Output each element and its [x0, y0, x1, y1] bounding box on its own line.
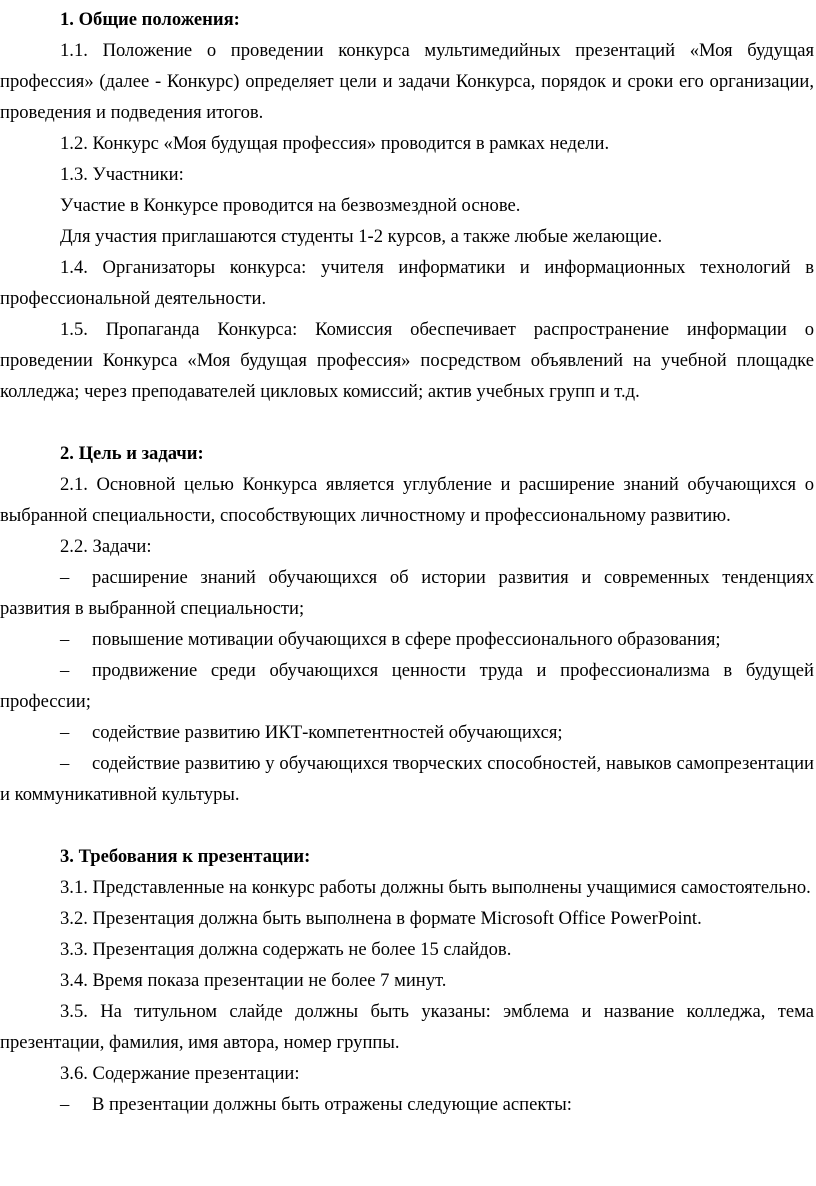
- dash-marker: –: [60, 753, 70, 774]
- clause-2-1: 2.1. Основной целью Конкурса является углубление и расширение знаний обучающихся о выбранной специальности, способствующих личностному и профессиональному развитию.: [0, 474, 814, 526]
- task-text: повышение мотивации обучающихся в сфере профессионального образования;: [92, 629, 721, 650]
- clause-1-3-invitation: Для участия приглашаются студенты 1-2 курсов, а также любые желающие.: [60, 226, 663, 247]
- clause-3-1: 3.1. Представленные на конкурс работы должны быть выполнены учащимися самостоятельно.: [60, 877, 811, 898]
- clause-1-4: 1.4. Организаторы конкурса: учителя информатики и информационных технологий в профессиональной деятельности.: [0, 257, 814, 309]
- task-list-item: [0, 748, 814, 810]
- dash-marker: –: [60, 567, 70, 588]
- section-3-heading: 3. Требования к презентации:: [60, 846, 311, 867]
- clause-3-5: 3.5. На титульном слайде должны быть указаны: эмблема и название колледжа, тема презентации, фамилия, имя автора, номер группы.: [0, 1001, 814, 1053]
- task-text: содействие развитию у обучающихся творческих способностей, навыков самопрезентации и коммуникативной культуры.: [0, 753, 814, 805]
- dash-marker: –: [60, 1094, 70, 1115]
- clause-1-1: 1.1. Положение о проведении конкурса мультимедийных презентаций «Моя будущая профессия» (далее - Конкурс) определяет цели и задачи Конкурса, порядок и сроки его организации, проведения и подведения итогов.: [0, 40, 814, 123]
- clause-1-3-participation: Участие в Конкурсе проводится на безвозмездной основе.: [60, 195, 521, 216]
- clause-3-3: 3.3. Презентация должна содержать не более 15 слайдов.: [60, 939, 512, 960]
- section-2-heading: 2. Цель и задачи:: [60, 443, 204, 464]
- task-list-item: [0, 562, 814, 624]
- clause-1-2: 1.2. Конкурс «Моя будущая профессия» проводится в рамках недели.: [60, 133, 610, 154]
- dash-marker: –: [60, 722, 70, 743]
- task-text: продвижение среди обучающихся ценности труда и профессионализма в будущей профессии;: [0, 660, 814, 712]
- task-list-item: [0, 655, 814, 717]
- task-list-item: [0, 624, 814, 655]
- content-list-item: [0, 1089, 814, 1120]
- clause-1-3: 1.3. Участники:: [60, 164, 184, 185]
- section-spacer: [0, 407, 814, 438]
- clause-3-6: 3.6. Содержание презентации:: [60, 1063, 300, 1084]
- task-list-item: [0, 717, 814, 748]
- content-text: В презентации должны быть отражены следующие аспекты:: [92, 1094, 572, 1115]
- task-text: расширение знаний обучающихся об истории развития и современных тенденциях развития в выбранной специальности;: [0, 567, 814, 619]
- clause-1-5: 1.5. Пропаганда Конкурса: Комиссия обеспечивает распространение информации о проведении Конкурса «Моя будущая профессия» посредством объявлений на учебной площадке колледжа; через преподавателей цикловых комиссий; актив учебных групп и т.д.: [0, 319, 814, 402]
- clause-3-2: 3.2. Презентация должна быть выполнена в формате Microsoft Office PowerPoint.: [60, 908, 702, 929]
- dash-marker: –: [60, 660, 70, 681]
- clause-2-2: 2.2. Задачи:: [60, 536, 152, 557]
- section-spacer: [0, 810, 814, 841]
- dash-marker: –: [60, 629, 70, 650]
- section-1-heading: 1. Общие положения:: [60, 9, 240, 30]
- clause-3-4: 3.4. Время показа презентации не более 7 минут.: [60, 970, 447, 991]
- task-text: содействие развитию ИКТ-компетентностей обучающихся;: [92, 722, 563, 743]
